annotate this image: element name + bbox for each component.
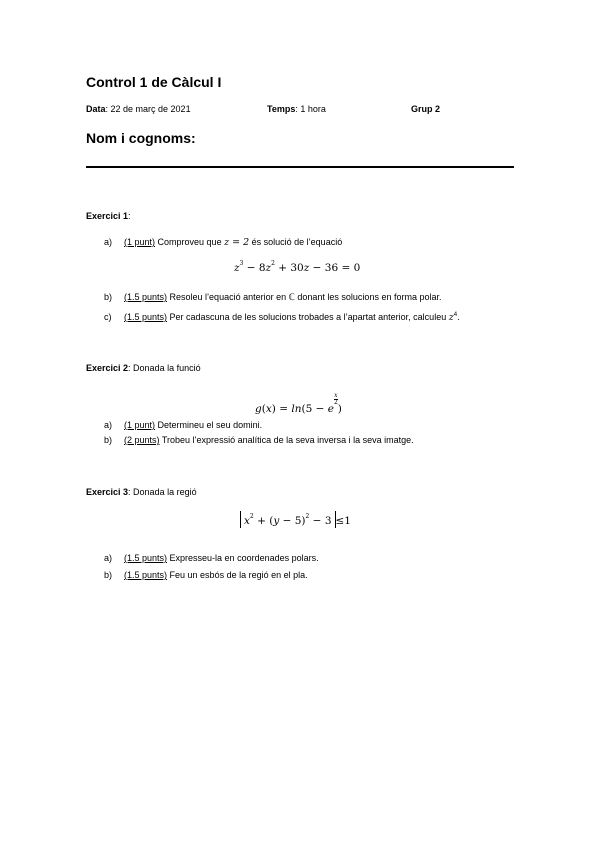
date-value: : 22 de març de 2021 xyxy=(105,104,191,114)
part-points: (1.5 punts) xyxy=(124,553,168,563)
part-points: (1.5 punts) xyxy=(124,570,168,580)
part-letter: c) xyxy=(104,312,112,322)
group-label: Grup 2 xyxy=(411,104,441,114)
part-text-end: . xyxy=(457,312,460,322)
exercise-2-heading-rest: : Donada la funció xyxy=(128,363,201,373)
exercise-1-label: Exercici 1 xyxy=(86,211,129,221)
part-text: Resoleu l’equació anterior en ℂ donant les solucions en forma polar. xyxy=(167,292,442,302)
part-points: (1.5 punts) xyxy=(124,312,168,322)
part-points: (1 punt) xyxy=(124,420,156,430)
part-text: Per cadascuna de les solucions trobades a l’apartat anterior, calculeu xyxy=(167,312,449,322)
exercise-2-part-a xyxy=(104,420,262,430)
part-text: Determineu el seu domini. xyxy=(155,420,263,430)
part-text-end: és solució de l’equació xyxy=(249,237,343,247)
date-line xyxy=(86,104,191,114)
part-points: (1.5 punts) xyxy=(124,292,168,302)
time-value: : 1 hora xyxy=(295,104,326,114)
part-points: (1 punt) xyxy=(124,237,156,247)
date-label: Data xyxy=(86,104,106,114)
part-text: Trobeu l’expressió analítica de la seva inversa i la seva imatge. xyxy=(159,435,414,445)
exercise-3-part-b xyxy=(104,570,308,580)
exercise-1-heading-rest: : xyxy=(128,211,131,221)
inline-math: z xyxy=(448,312,454,323)
exercise-3-heading-rest: : Donada la regió xyxy=(128,487,197,497)
group-line xyxy=(411,104,440,114)
part-letter: b) xyxy=(104,435,113,445)
inline-exponent: 4 xyxy=(453,312,458,318)
part-letter: a) xyxy=(104,237,113,247)
part-letter: b) xyxy=(104,292,113,302)
exercise-3-part-a xyxy=(104,553,319,563)
exam-title: Control 1 de Càlcul I xyxy=(86,74,222,90)
exercise-2-equation: $g(x) = \ln(5 - e\frac{x}{2}$ ) xyxy=(255,392,342,415)
exercise-3-label: Exercici 3 xyxy=(86,487,129,497)
time-label: Temps xyxy=(267,104,296,114)
exercise-3-equation: $x^2 + (y - 5)^2 - 3 \le 1$ xyxy=(240,511,351,528)
part-text: Comproveu que xyxy=(155,237,225,247)
name-field-label: Nom i cognoms: xyxy=(86,130,196,146)
exercise-1-part-a xyxy=(104,237,342,248)
exercise-3-heading xyxy=(86,487,197,497)
exercise-1-part-b xyxy=(104,292,441,303)
exercise-2-label: Exercici 2 xyxy=(86,363,129,373)
name-underline xyxy=(86,166,514,168)
part-letter: a) xyxy=(104,420,113,430)
exercise-1-equation: $z^3 - 8z^2 + 30z - 36 = 0$ xyxy=(234,260,361,274)
part-text: Feu un esbós de la regió en el pla. xyxy=(167,570,308,580)
part-points: (2 punts) xyxy=(124,435,160,445)
part-text: Expresseu-la en coordenades polars. xyxy=(167,553,319,563)
part-letter: b) xyxy=(104,570,113,580)
part-letter: a) xyxy=(104,553,113,563)
inline-math: z = 2 xyxy=(224,237,250,248)
time-line xyxy=(267,104,326,114)
exercise-2-heading xyxy=(86,363,201,373)
exercise-1-heading xyxy=(86,211,131,221)
exercise-2-part-b xyxy=(104,435,414,445)
exercise-1-part-c xyxy=(104,312,460,323)
